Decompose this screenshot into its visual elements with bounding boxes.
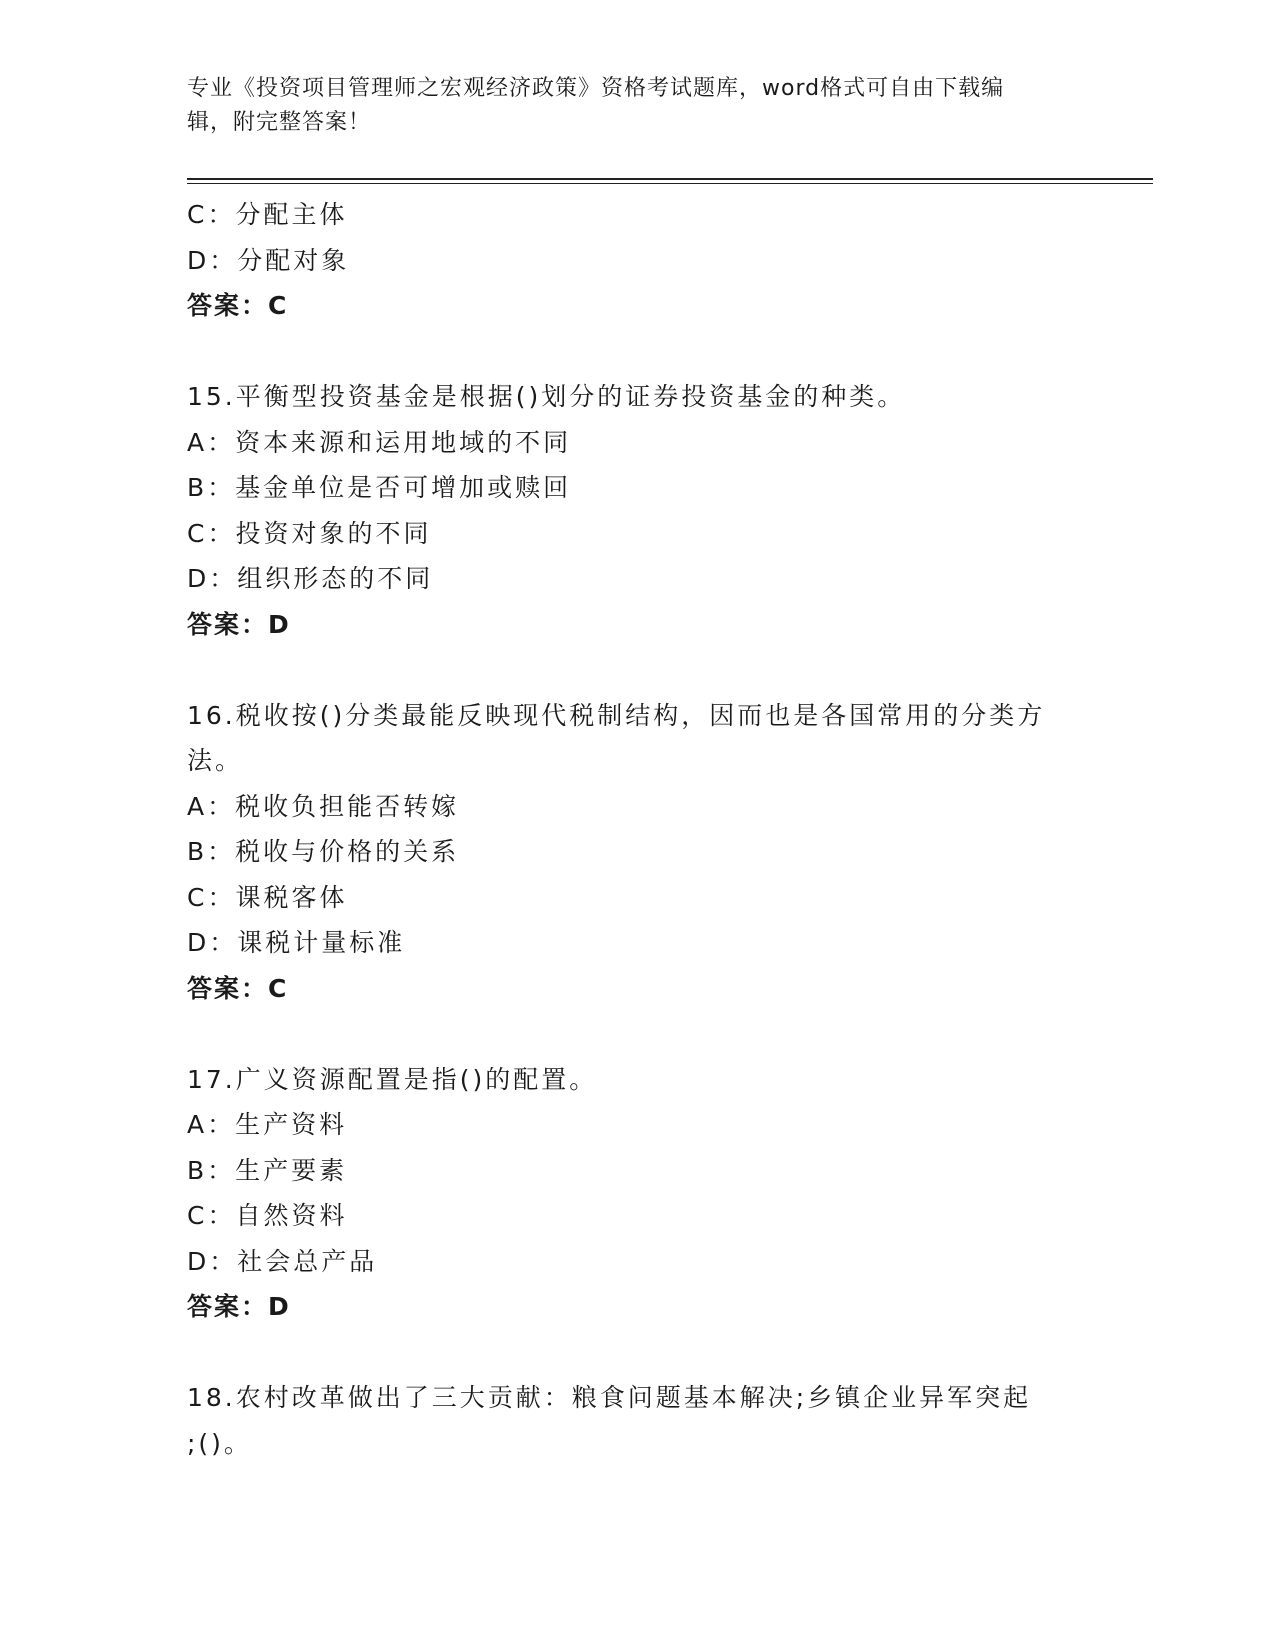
spacer (187, 329, 1087, 375)
question-17 (187, 1057, 1087, 1330)
header-divider-thick (187, 178, 1153, 180)
answer-label: 答案：C (187, 291, 289, 320)
question-list (187, 192, 1087, 1466)
option-a: A：资本来源和运用地域的不同 (187, 427, 572, 457)
option-c: C：分配主体 (187, 200, 348, 229)
option-c: C：课税客体 (187, 882, 348, 912)
header-divider-thin (187, 183, 1153, 184)
spacer (187, 1330, 1087, 1376)
question-stem-line-1: 18.农村改革做出了三大贡献：粮食问题基本解决;乡镇企业异军突起 (187, 1383, 1032, 1412)
question-stem: 17.广义资源配置是指()的配置。 (187, 1064, 598, 1094)
option-d: D：分配对象 (187, 245, 350, 275)
option-b: B：基金单位是否可增加或赎回 (187, 473, 572, 502)
question-18 (187, 1375, 1087, 1466)
option-c: C：投资对象的不同 (187, 518, 432, 548)
header-line-2: 辑，附完整答案！ (187, 110, 372, 135)
question-stem-line-2: ;()。 (187, 1428, 252, 1458)
option-c: C：自然资料 (187, 1201, 348, 1230)
answer-label: 答案：D (187, 609, 291, 639)
question-16 (187, 693, 1087, 1012)
header-line-1: 专业《投资项目管理师之宏观经济政策》资格考试题库，word格式可自由下载编 (187, 76, 1005, 101)
option-d: D：社会总产品 (187, 1246, 378, 1276)
question-15 (187, 374, 1087, 647)
option-b: B：生产要素 (187, 1155, 348, 1185)
question-stem-line-1: 16.税收按()分类最能反映现代税制结构，因而也是各国常用的分类方 (187, 700, 1046, 730)
option-a: A：生产资料 (187, 1110, 348, 1139)
question-stem-line-2: 法。 (187, 746, 244, 775)
spacer (187, 1011, 1087, 1057)
option-b: B：税收与价格的关系 (187, 837, 460, 866)
question-14-tail (187, 192, 1087, 329)
answer-label: 答案：C (187, 973, 289, 1003)
spacer (187, 647, 1087, 693)
question-stem: 15.平衡型投资基金是根据()划分的证券投资基金的种类。 (187, 382, 906, 411)
answer-label: 答案：D (187, 1292, 291, 1321)
option-d: D：课税计量标准 (187, 928, 406, 957)
document-header (187, 72, 1087, 140)
option-d: D：组织形态的不同 (187, 564, 434, 593)
option-a: A：税收负担能否转嫁 (187, 791, 460, 821)
